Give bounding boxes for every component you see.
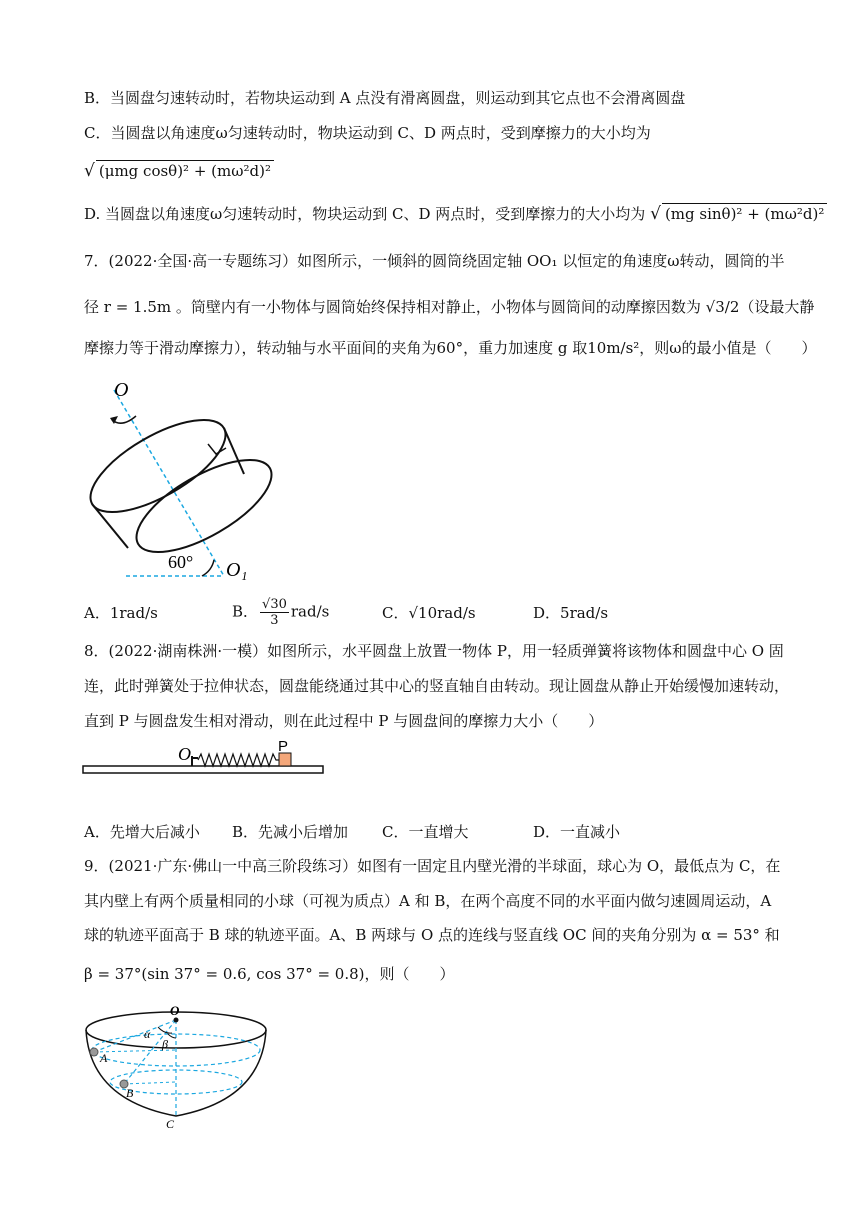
q9-line-3: 球的轨迹平面高于 B 球的轨迹平面。A、B 两球与 O 点的连线与竖直线 OC 间的夹角分别为 α = 53° 和 <box>84 926 780 944</box>
ball-a <box>90 1048 98 1056</box>
q7-option-c: C．√10rad/s <box>382 604 476 622</box>
option-prefix: B． <box>232 602 259 621</box>
fraction-numerator: √30 <box>262 597 287 612</box>
q8-line-2: 连，此时弹簧处于拉伸状态，圆盘能绕通过其中心的竖直轴自由转动。现让圆盘从静止开始缓慢加速转动， <box>84 677 790 695</box>
label-o: O <box>178 744 191 764</box>
label-angle: 60° <box>168 552 194 572</box>
q7-option-a: A．1rad/s <box>84 604 158 622</box>
q9-line-4: β = 37°(sin 37° = 0.6, cos 37° = 0.8)，则（ ） <box>84 965 455 983</box>
q8-option-b: B．先减小后增加 <box>232 823 349 841</box>
q6-option-b: B．当圆盘匀速转动时，若物块运动到 A 点没有滑离圆盘，则运动到其它点也不会滑离圆盘 <box>84 89 686 107</box>
option-unit: rad/s <box>290 602 330 621</box>
label-p: P <box>278 738 289 755</box>
q8-line-3: 直到 P 与圆盘发生相对滑动，则在此过程中 P 与圆盘间的摩擦力大小（ ） <box>84 712 604 730</box>
q8-option-c: C．一直增大 <box>382 823 469 841</box>
rotation-axis <box>114 390 224 576</box>
q8-option-a: A．先增大后减小 <box>84 823 200 841</box>
sqrt-icon: √ <box>650 204 661 224</box>
q7-option-d: D．5rad/s <box>533 604 609 622</box>
spring <box>198 754 280 766</box>
cylinder-top-ellipse <box>78 402 239 530</box>
q7-line-3: 摩擦力等于滑动摩擦力），转动轴与水平面间的夹角为60°，重力加速度 g 取10m/s²，则ω的最小值是（ ） <box>84 339 817 357</box>
formula-text: (μmg cosθ)² + (mω²d)² <box>96 160 274 181</box>
label-b: B <box>126 1086 134 1100</box>
radius-b <box>124 1082 176 1084</box>
label-c: C <box>166 1117 175 1130</box>
q9-line-1: 9．(2021·广东·佛山一中高三阶段练习）如图有一固定且内壁光滑的半球面，球心为 O，最低点为 C，在 <box>84 857 781 875</box>
disc-platform <box>83 766 323 773</box>
label-beta: β <box>162 1037 168 1051</box>
formula-text: (mg sinθ)² + (mω²d)² <box>662 203 827 224</box>
q6-option-c: C．当圆盘以角速度ω匀速转动时，物块运动到 C、D 两点时，受到摩擦力的大小均为 <box>84 124 651 142</box>
cylinder-bottom-ellipse <box>123 442 278 570</box>
fraction-denominator: 3 <box>270 613 279 628</box>
angle-arc <box>202 560 214 576</box>
fraction <box>260 597 289 628</box>
q8-figure-disc <box>82 738 328 778</box>
label-o1: O₁ <box>226 559 248 581</box>
q9-figure-hemisphere <box>80 1000 280 1130</box>
option-text: D. 当圆盘以角速度ω匀速转动时，物块运动到 C、D 两点时，受到摩擦力的大小均为 <box>84 205 646 223</box>
q6-option-c-formula <box>84 160 274 181</box>
q8-option-d: D．一直减小 <box>533 823 621 841</box>
sqrt-icon: √ <box>84 161 95 181</box>
q7-line-1: 7．(2022·全国·高一专题练习）如图所示，一倾斜的圆筒绕固定轴 OO₁ 以恒定的角速度ω转动，圆筒的半 <box>84 252 785 270</box>
cylinder-side-right <box>224 428 244 474</box>
q6-option-d <box>84 203 827 224</box>
label-alpha: α <box>144 1027 151 1041</box>
q7-line-2: 径 r = 1.5m 。筒壁内有一小物体与圆筒始终保持相对静止，小物体与圆筒间的动摩擦因数为 √3/2（设最大静 <box>84 298 815 316</box>
label-a: A <box>100 1051 108 1065</box>
q8-line-1: 8．(2022·湖南株洲·一模）如图所示，水平圆盘上放置一物体 P，用一轻质弹簧将该物体和圆盘中心 O 固 <box>84 642 784 660</box>
q9-line-2: 其内壁上有两个质量相同的小球（可视为质点）A 和 B，在两个高度不同的水平面内做匀速圆周运动，A <box>84 892 772 910</box>
q7-option-b <box>232 597 329 628</box>
label-o: O <box>170 1003 180 1018</box>
label-o: O <box>114 379 129 401</box>
q7-figure-cylinder <box>78 370 278 586</box>
center-o-dot <box>174 1018 179 1023</box>
